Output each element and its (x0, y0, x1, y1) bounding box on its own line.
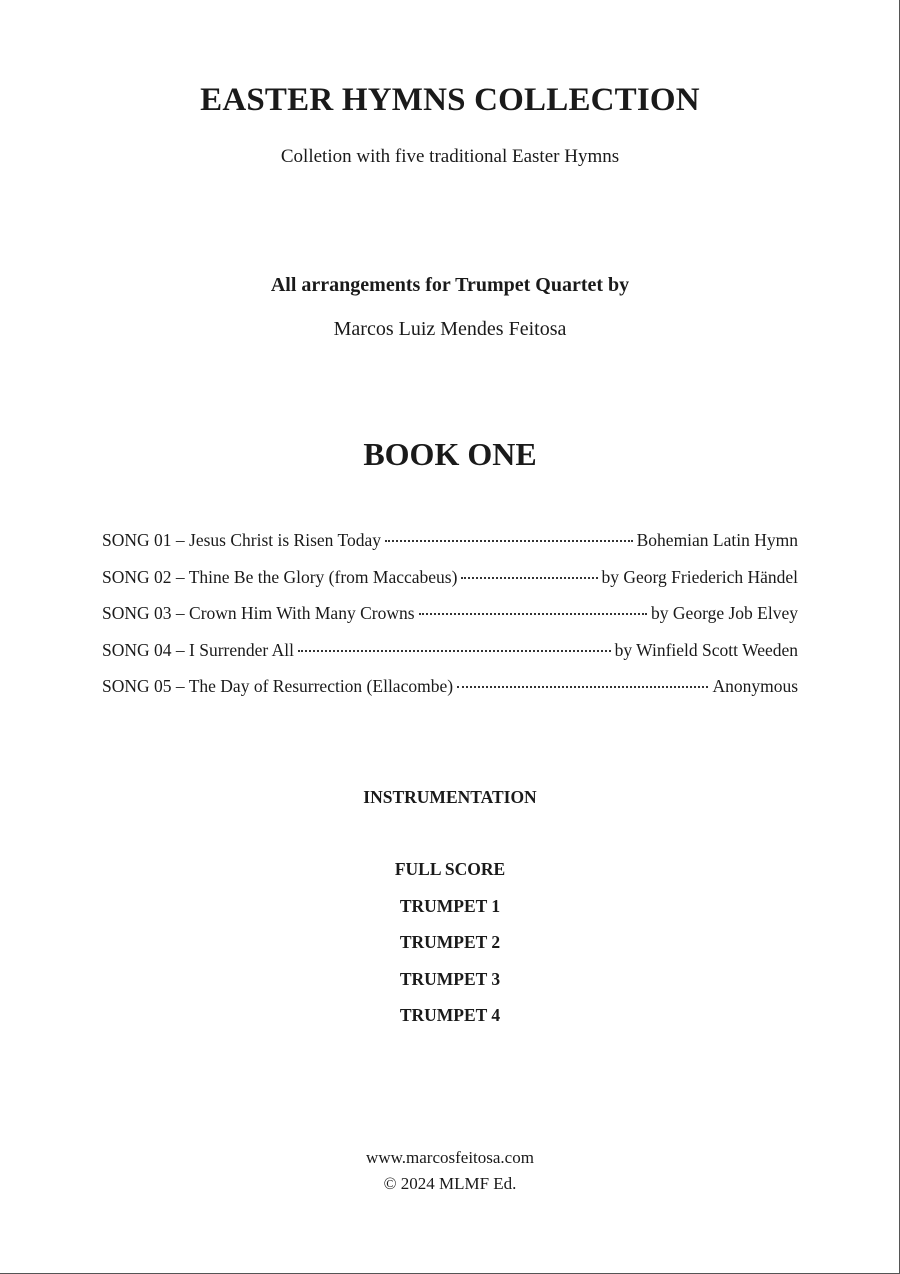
song-list (102, 530, 798, 713)
collection-subtitle: Colletion with five traditional Easter Hymns (280, 146, 620, 167)
song-composer: by Georg Friederich Händel (601, 566, 798, 587)
song-composer: Bohemian Latin Hymn (636, 530, 798, 550)
song-composer: by Winfield Scott Weeden (614, 639, 798, 660)
website-url: www.marcosfeitosa.com (366, 1148, 534, 1167)
part-trumpet-1: TRUMPET 1 (399, 895, 501, 916)
part-trumpet-4: TRUMPET 4 (399, 1005, 501, 1025)
dot-leader (385, 539, 633, 542)
dot-leader (457, 685, 708, 688)
song-composer: by George Job Elvey (651, 603, 798, 623)
song-title: SONG 03 – Crown Him With Many Crowns (102, 603, 415, 623)
arrangement-heading: All arrangements for Trumpet Quartet by (270, 274, 630, 296)
arranger-name: Marcos Luiz Mendes Feitosa (333, 318, 567, 340)
part-full-score: FULL SCORE (394, 859, 506, 879)
song-title: SONG 02 – Thine Be the Glory (from Maccabeus) (102, 566, 458, 587)
part-trumpet-3: TRUMPET 3 (399, 968, 501, 989)
collection-title: EASTER HYMNS COLLECTION (200, 82, 700, 118)
copyright-notice: © 2024 MLMF Ed. (383, 1174, 517, 1193)
song-entry-04 (102, 640, 798, 677)
song-entry-05 (102, 676, 798, 713)
book-title: BOOK ONE (363, 436, 537, 472)
song-title: SONG 05 – The Day of Resurrection (Ellacombe) (102, 676, 454, 696)
part-trumpet-2: TRUMPET 2 (399, 932, 501, 952)
instrumentation-heading: INSTRUMENTATION (363, 787, 537, 807)
song-entry-01 (102, 530, 798, 567)
song-title: SONG 01 – Jesus Christ is Risen Today (102, 530, 381, 550)
dot-leader (461, 576, 597, 579)
dot-leader (419, 612, 648, 615)
song-entry-03 (102, 603, 798, 640)
song-entry-02 (102, 567, 798, 604)
dot-leader (298, 649, 611, 652)
song-composer: Anonymous (712, 676, 798, 696)
instrumentation-parts (0, 859, 900, 1042)
song-title: SONG 04 – I Surrender All (102, 639, 294, 660)
